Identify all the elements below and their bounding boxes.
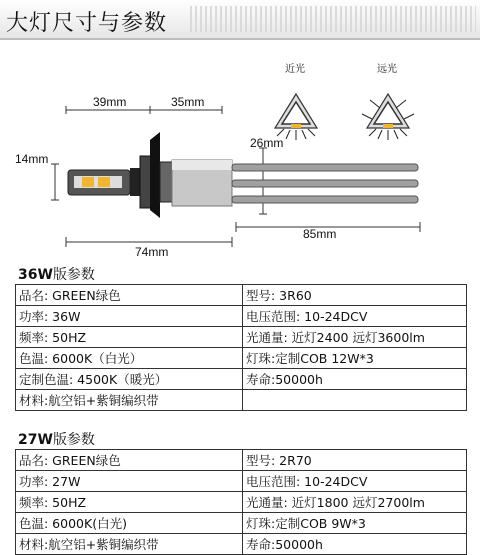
table-cell: 材料:航空铝+紫铜编织带 — [16, 390, 243, 411]
table-cell: 材料:航空铝+紫铜编织带 — [16, 534, 243, 555]
table-cell: 灯珠:定制COB 9W*3 — [243, 513, 467, 534]
high-beam-icon — [362, 94, 414, 140]
table-cell: 灯珠:定制COB 12W*3 — [243, 348, 467, 369]
table-cell: 定制色温: 4500K（暖光） — [16, 369, 243, 390]
low-beam-icon — [275, 94, 317, 140]
bulb-drawing — [0, 40, 480, 262]
table-cell: 频率: 50HZ — [16, 492, 243, 513]
table-row — [16, 390, 467, 411]
spec-27w-title-bold: 27W — [18, 432, 53, 448]
dim-85mm: 85mm — [303, 227, 337, 241]
table-cell: 电压范围: 10-24DCV — [243, 306, 467, 327]
table-cell: 寿命:50000h — [243, 369, 467, 390]
header-decoration — [190, 6, 476, 32]
table-row — [16, 471, 467, 492]
table-cell: 型号: 2R70 — [243, 450, 467, 471]
table-row — [16, 306, 467, 327]
table-cell: 电压范围: 10-24DCV — [243, 471, 467, 492]
spec-36w-table — [15, 284, 467, 411]
dim-39mm: 39mm — [93, 95, 127, 109]
table-cell: 寿命:50000h — [243, 534, 467, 555]
spec-36w-title — [18, 264, 95, 284]
table-cell: 品名: GREEN绿色 — [16, 450, 243, 471]
table-row — [16, 348, 467, 369]
table-cell: 色温: 6000K（白光） — [16, 348, 243, 369]
low-beam-label: 近光 — [285, 64, 305, 75]
dim-74mm: 74mm — [135, 245, 169, 259]
table-cell: 品名: GREEN绿色 — [16, 285, 243, 306]
spec-27w-title-suffix: 版参数 — [52, 432, 95, 448]
table-cell: 型号: 3R60 — [243, 285, 467, 306]
table-row — [16, 450, 467, 471]
dim-26mm: 26mm — [250, 136, 284, 150]
header-bar — [0, 0, 480, 40]
table-cell: 色温: 6000K(白光) — [16, 513, 243, 534]
spec-36w-title-bold: 36W — [18, 267, 53, 283]
spec-27w-table — [15, 449, 467, 555]
spec-27w-title — [18, 429, 95, 449]
dim-14mm: 14mm — [15, 152, 49, 166]
table-cell: 功率: 36W — [16, 306, 243, 327]
bulb-dimension-diagram — [0, 40, 480, 262]
page-title: 大灯尺寸与参数 — [6, 11, 168, 36]
table-cell: 频率: 50HZ — [16, 327, 243, 348]
table-cell: 光通量: 近灯1800 远灯2700lm — [243, 492, 467, 513]
table-row — [16, 285, 467, 306]
table-cell — [243, 390, 467, 411]
table-row — [16, 369, 467, 390]
high-beam-label: 远光 — [377, 64, 397, 75]
table-row — [16, 327, 467, 348]
table-row — [16, 492, 467, 513]
table-row — [16, 513, 467, 534]
table-cell: 功率: 27W — [16, 471, 243, 492]
spec-36w-title-suffix: 版参数 — [52, 267, 95, 283]
table-cell: 光通量: 近灯2400 远灯3600lm — [243, 327, 467, 348]
table-row — [16, 534, 467, 555]
dim-35mm: 35mm — [171, 95, 205, 109]
